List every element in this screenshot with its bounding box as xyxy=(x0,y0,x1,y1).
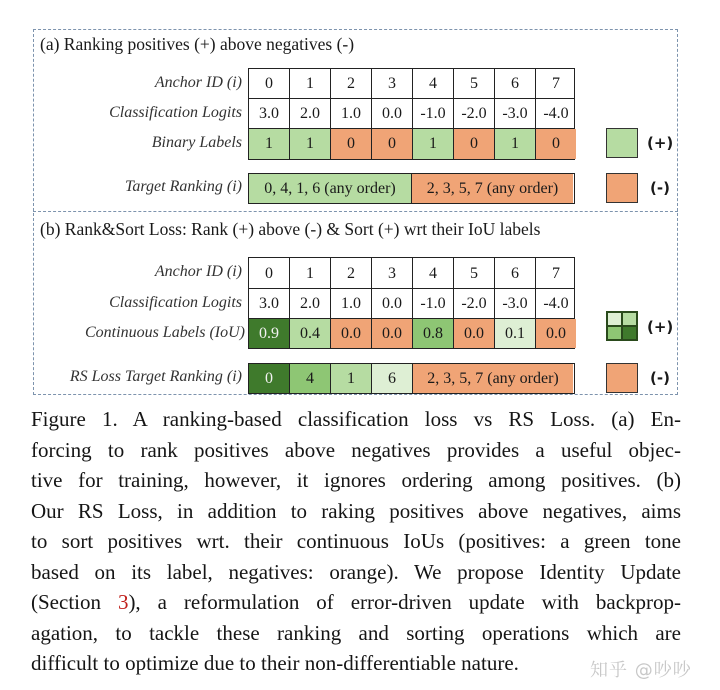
caption-line: Our RS Loss, in addition to raking positives above negatives, aims xyxy=(31,498,681,523)
swatch-iou-low xyxy=(607,312,622,326)
negatives-group-cell: 2, 3, 5, 7 (any order) xyxy=(413,364,573,393)
table-cell: -2.0 xyxy=(454,289,495,319)
watermark: 知乎 @吵吵 xyxy=(590,660,692,681)
negatives-group-cell: 2, 3, 5, 7 (any order) xyxy=(412,174,573,203)
table-cell: 3 xyxy=(372,258,413,289)
swatch-iou-mid-low xyxy=(622,312,637,326)
table-cell: 4 xyxy=(413,258,454,289)
swatch-iou-high xyxy=(622,326,637,340)
positive-cell: 1 xyxy=(249,129,290,159)
caption-line: forcing to rank positives above negatives provides a useful objec- xyxy=(31,437,681,462)
iou-cell: 0.0 xyxy=(372,319,413,348)
table-cell: 2.0 xyxy=(290,99,331,129)
table-cell: 1 xyxy=(290,69,331,99)
table-cell: 2 xyxy=(331,258,372,289)
table-cell: -3.0 xyxy=(495,289,536,319)
negative-cell: 0 xyxy=(372,129,413,159)
binary-labels-row xyxy=(248,128,575,160)
legend-positive-gradient-swatch xyxy=(606,311,638,341)
table-cell: -3.0 xyxy=(495,99,536,129)
continuous-labels-row xyxy=(248,318,575,349)
table-cell: 0.0 xyxy=(372,289,413,319)
row-label-logits: Classification Logits xyxy=(109,104,242,121)
table-cell: -4.0 xyxy=(543,105,569,122)
legend-negative-swatch xyxy=(606,363,638,393)
logits-row-b xyxy=(248,288,575,319)
caption-line xyxy=(31,587,681,618)
table-cell: 4 xyxy=(413,69,454,99)
ranked-positive-cell: 4 xyxy=(290,364,331,393)
table-cell: 6 xyxy=(495,69,536,99)
negative-cell: 0 xyxy=(331,129,372,159)
legend-positive-swatch xyxy=(606,128,638,158)
caption-line: Figure 1. A ranking-based classification loss vs RS Loss. (a) En- xyxy=(31,407,681,431)
legend-negative-swatch xyxy=(606,173,638,203)
table-cell: 1.0 xyxy=(331,289,372,319)
table-cell: -1.0 xyxy=(413,99,454,129)
table-cell: 7 xyxy=(552,75,560,92)
positive-cell: 1 xyxy=(495,129,536,159)
table-cell: 0 xyxy=(249,69,290,99)
caption-line: based on its label, negatives: orange). We propose Identity Update xyxy=(31,559,681,584)
swatch-iou-mid-high xyxy=(607,326,622,340)
table-cell: 2.0 xyxy=(290,289,331,319)
anchor-id-row-a xyxy=(248,68,575,99)
section-a-title: (a) Ranking positives (+) above negatives (-) xyxy=(40,34,355,54)
row-label-target-ranking: Target Ranking (i) xyxy=(124,178,242,195)
row-label-continuous-labels: Continuous Labels (IoU) xyxy=(85,324,245,341)
legend-positive-label: (+) xyxy=(647,318,674,336)
row-label-anchor-id: Anchor ID (i) xyxy=(154,263,242,280)
table-cell: 6 xyxy=(495,258,536,289)
ranked-positive-cell: 0 xyxy=(249,364,290,393)
legend-negative-label: (-) xyxy=(650,179,670,197)
row-label-logits: Classification Logits xyxy=(109,294,242,311)
iou-cell: 0.0 xyxy=(331,319,372,348)
caption-line: to sort positives wrt. their continuous IoUs (positives: a green tone xyxy=(31,529,681,553)
target-ranking-row xyxy=(248,173,575,204)
figure-caption xyxy=(31,404,681,679)
caption-line: difficult to optimize due to their non-differentiable nature. xyxy=(31,651,519,675)
iou-cell: 0.0 xyxy=(536,319,576,348)
negative-cell: 0 xyxy=(536,129,576,159)
section-reference-link[interactable]: 3 xyxy=(117,590,129,614)
table-cell: 0.0 xyxy=(372,99,413,129)
row-label-rs-target-ranking: RS Loss Target Ranking (i) xyxy=(69,368,242,385)
table-cell: 1 xyxy=(290,258,331,289)
caption-text: ), a reformulation of error-driven update with backprop- xyxy=(128,590,682,614)
anchor-id-row-b xyxy=(248,257,575,289)
table-cell: 2 xyxy=(331,69,372,99)
rs-target-ranking-row xyxy=(248,363,575,394)
row-label-anchor-id: Anchor ID (i) xyxy=(154,74,242,91)
legend-positive-label: (+) xyxy=(647,134,674,152)
table-cell: 1.0 xyxy=(331,99,372,129)
table-cell: 3.0 xyxy=(249,289,290,319)
legend-negative-label: (-) xyxy=(650,369,670,387)
caption-line: tive for training, however, it ignores ordering among positives. (b) xyxy=(31,468,681,492)
table-cell: 3.0 xyxy=(249,99,290,129)
table-cell: 5 xyxy=(454,258,495,289)
positive-cell: 1 xyxy=(413,129,454,159)
table-cell: -1.0 xyxy=(413,289,454,319)
table-cell: 0 xyxy=(249,258,290,289)
positive-cell: 1 xyxy=(290,129,331,159)
table-cell: -2.0 xyxy=(454,99,495,129)
table-cell: 7 xyxy=(552,264,560,282)
section-b-title: (b) Rank&Sort Loss: Rank (+) above (-) & Sort (+) wrt their IoU labels xyxy=(40,219,541,239)
table-cell: -4.0 xyxy=(543,295,569,312)
ranked-positive-cell: 6 xyxy=(372,364,413,393)
table-cell: 5 xyxy=(454,69,495,99)
caption-line: agation, to tackle these ranking and sorting operations which are xyxy=(31,620,681,645)
iou-cell: 0.9 xyxy=(249,319,290,348)
iou-cell: 0.0 xyxy=(454,319,495,348)
caption-text: (Section xyxy=(31,590,118,614)
row-label-binary-labels: Binary Labels xyxy=(151,134,242,151)
table-cell: 3 xyxy=(372,69,413,99)
iou-cell: 0.1 xyxy=(495,319,536,348)
iou-cell: 0.8 xyxy=(413,319,454,348)
ranked-positive-cell: 1 xyxy=(331,364,372,393)
negative-cell: 0 xyxy=(454,129,495,159)
section-divider xyxy=(33,211,678,212)
positives-group-cell: 0, 4, 1, 6 (any order) xyxy=(249,174,412,203)
logits-row-a xyxy=(248,98,575,129)
iou-cell: 0.4 xyxy=(290,319,331,348)
